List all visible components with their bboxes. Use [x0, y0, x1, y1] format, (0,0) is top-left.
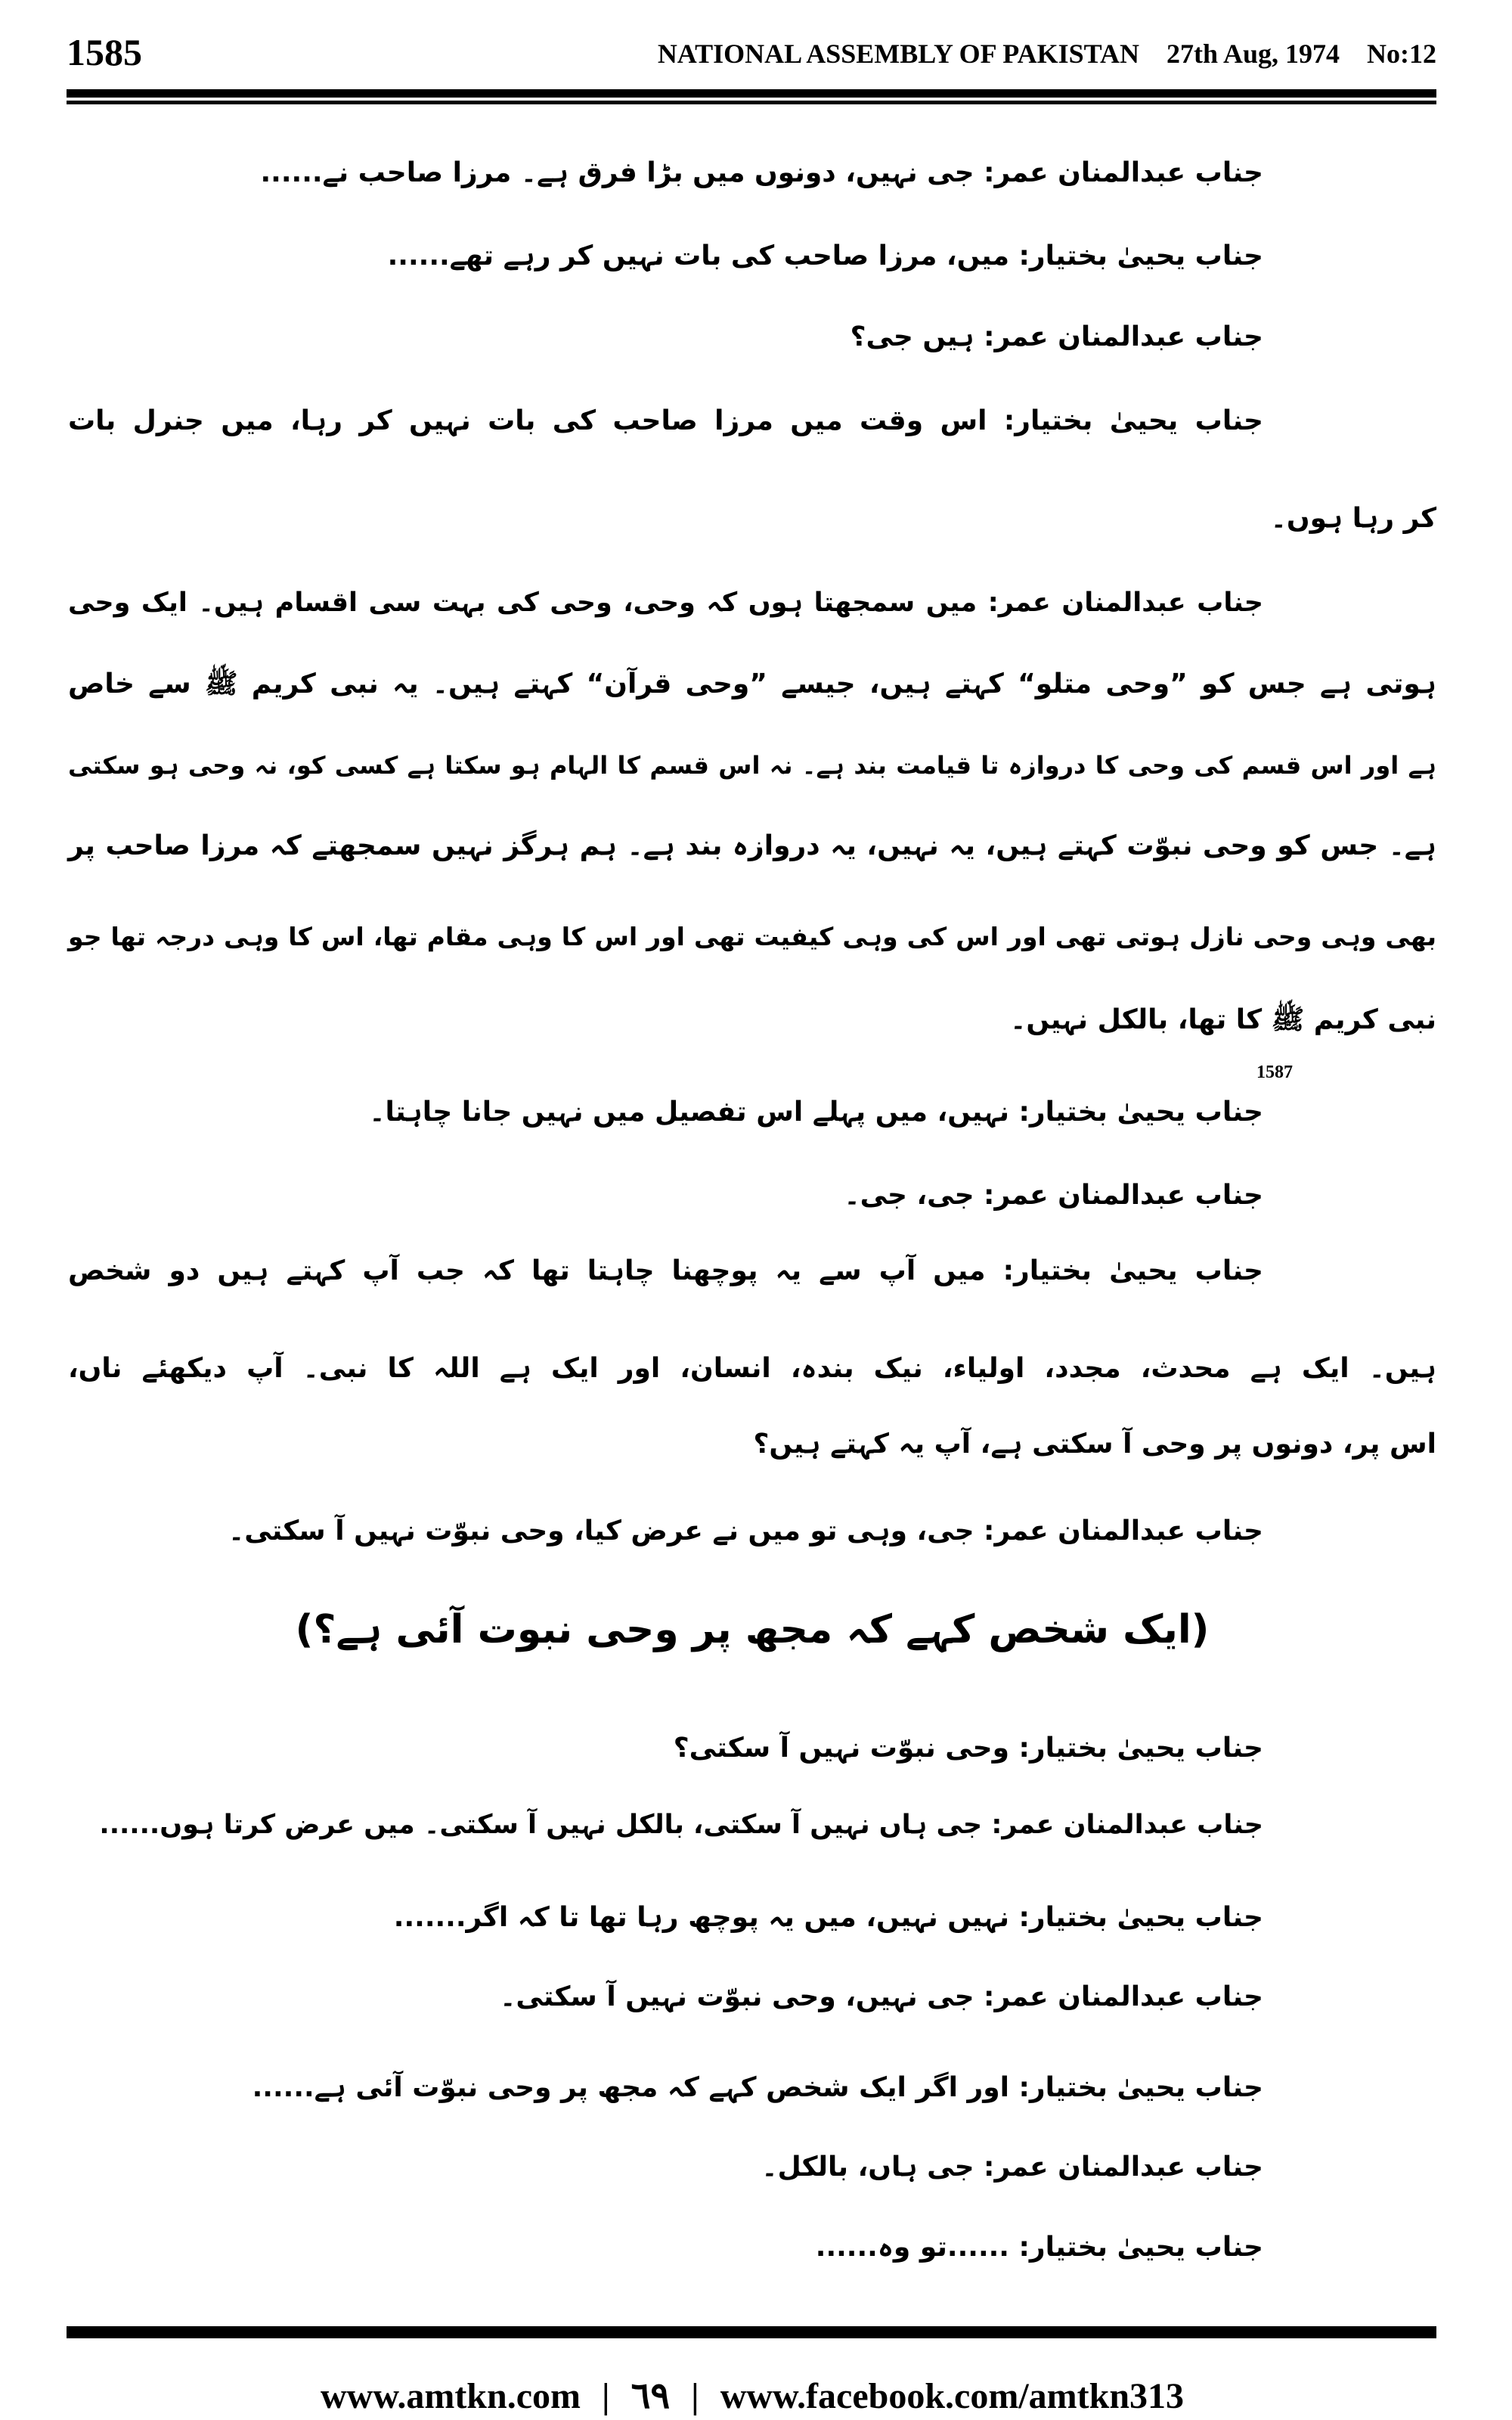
transcript-line: جناب یحییٰ بختیار: میں آپ سے یہ پوچھنا چاہتا تھا کہ جب آپ کہتے ہیں دو شخص	[68, 1255, 1263, 1286]
transcript-line: جناب عبدالمنان عمر: میں سمجھتا ہوں کہ وحی، وحی کی بہت سی اقسام ہیں۔ ایک وحی	[68, 588, 1263, 618]
header-rule-thin	[67, 101, 1436, 104]
transcript-line: نبی کریم ﷺ کا تھا، بالکل نہیں۔	[1010, 1004, 1436, 1035]
transcript-line: جناب عبدالمنان عمر: جی نہیں، دونوں میں بڑا فرق ہے۔ مرزا صاحب نے......	[260, 157, 1263, 188]
transcript-line: ہوتی ہے جس کو ”وحی متلو“ کہتے ہیں، جیسے ”وحی قرآن“ کہتے ہیں۔ یہ نبی کریم ﷺ سے خاص	[68, 669, 1436, 700]
transcript-line: جناب عبدالمنان عمر: جی ہاں، بالکل۔	[761, 2152, 1263, 2183]
transcript-line: جناب عبدالمنان عمر: ہیں جی؟	[850, 321, 1263, 352]
transcript-line: جناب یحییٰ بختیار: اس وقت میں مرزا صاحب کی بات نہیں کر رہا، میں جنرل بات	[68, 405, 1263, 436]
transcript-line: کر رہا ہوں۔	[1270, 503, 1436, 534]
session-date: 27th Aug, 1974	[1166, 39, 1340, 69]
running-header	[631, 38, 1436, 70]
transcript-line: جناب عبدالمنان عمر: جی نہیں، وحی نبوّت نہیں آ سکتی۔	[500, 1981, 1263, 2012]
page-number: 1585	[67, 31, 142, 73]
footer	[68, 2375, 1436, 2417]
transcript-line: ہیں۔ ایک ہے محدث، مجدد، اولیاء، نیک بندہ، انسان، اور ایک ہے اللہ کا نبی۔ آپ دیکھئے ناں،	[68, 1353, 1436, 1384]
footer-page-number: ٦٩	[631, 2376, 671, 2416]
transcript-line: بھی وہی وحی نازل ہوتی تھی اور اس کی وہی کیفیت تھی اور اس کا وہی مقام تھا، اس کا وہی درجہ تھا جو	[68, 922, 1436, 951]
transcript-line: جناب عبدالمنان عمر: جی، وہی تو میں نے عرض کیا، وحی نبوّت نہیں آ سکتی۔	[228, 1516, 1263, 1547]
transcript-line: جناب یحییٰ بختیار: ......تو وہ......	[815, 2232, 1263, 2263]
header-rule-thick	[67, 89, 1436, 98]
transcript-line: اس پر، دونوں پر وحی آ سکتی ہے، آپ یہ کہتے ہیں؟	[753, 1429, 1436, 1460]
section-heading: (ایک شخص کہے کہ مجھ پر وحی نبوت آئی ہے؟)	[295, 1607, 1210, 1652]
footer-facebook-link[interactable]: www.facebook.com/amtkn313	[720, 2376, 1185, 2416]
transcript-line: جناب یحییٰ بختیار: وحی نبوّت نہیں آ سکتی؟	[673, 1733, 1263, 1764]
footer-separator: |	[601, 2376, 610, 2416]
transcript-line: ہے اور اس قسم کی وحی کا دروازہ تا قیامت بند ہے۔ نہ اس قسم کا الہام ہو سکتا ہے کسی کو، نہ وحی ہو سکتی	[68, 751, 1436, 780]
publication-title: NATIONAL ASSEMBLY OF PAKISTAN	[657, 39, 1139, 69]
transcript-line: جناب یحییٰ بختیار: نہیں، میں پہلے اس تفصیل میں نہیں جانا چاہتا۔	[369, 1097, 1263, 1128]
transcript-line: جناب یحییٰ بختیار: میں، مرزا صاحب کی بات نہیں کر رہے تھے......	[387, 240, 1263, 271]
transcript-line: جناب یحییٰ بختیار: نہیں نہیں، میں یہ پوچھ رہا تھا تا کہ اگر.......	[393, 1902, 1263, 1933]
transcript-line: ہے۔ جس کو وحی نبوّت کہتے ہیں، یہ نہیں، یہ دروازہ بند ہے۔ ہم ہرگز نہیں سمجھتے کہ مرزا صاحب پر	[68, 830, 1436, 861]
footer-separator: |	[691, 2376, 699, 2416]
transcript-line: جناب عبدالمنان عمر: جی، جی۔	[844, 1180, 1263, 1211]
transcript-line: جناب یحییٰ بختیار: اور اگر ایک شخص کہے کہ مجھ پر وحی نبوّت آئی ہے......	[252, 2072, 1263, 2103]
footer-website-link[interactable]: www.amtkn.com	[320, 2376, 581, 2416]
transcript-line: جناب عبدالمنان عمر: جی ہاں نہیں آ سکتی، بالکل نہیں آ سکتی۔ میں عرض کرتا ہوں......	[99, 1810, 1263, 1840]
footer-rule	[67, 2326, 1436, 2338]
original-page-marker: 1587	[1256, 1063, 1293, 1082]
issue-number: No:12	[1367, 39, 1436, 69]
